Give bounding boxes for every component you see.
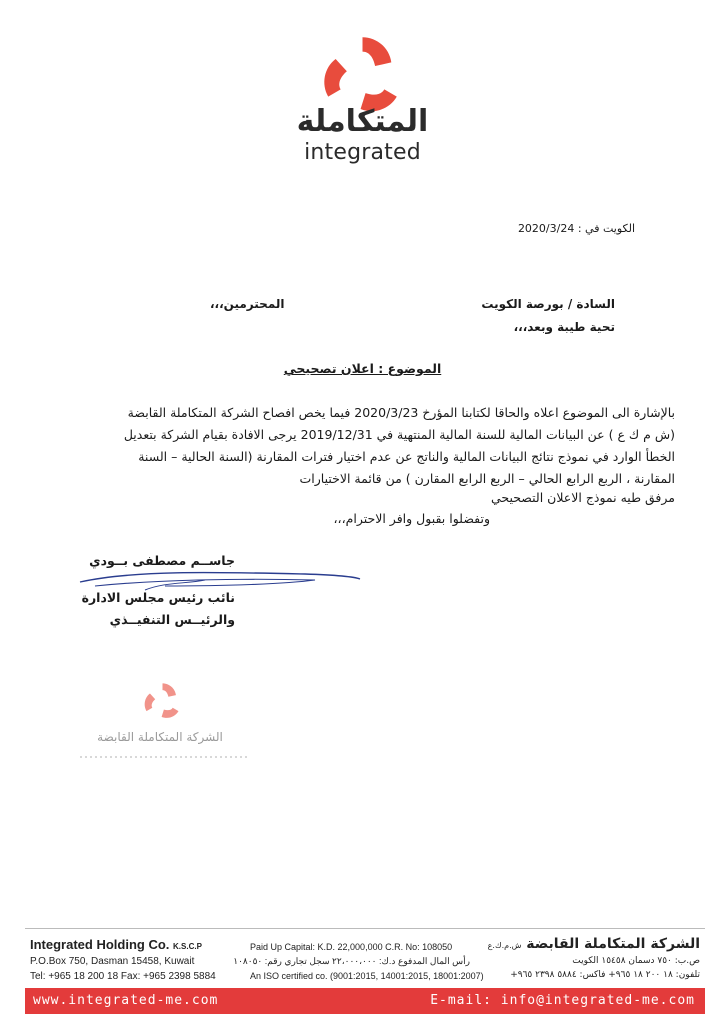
body-line: (ش م ك ع ) عن البيانات المالية للسنة المالية المنتهية في 2019/12/31 يرجى الافادة بقيام الشركة بتعديل	[123, 427, 675, 442]
letter-date: الكويت في : 2020/3/24	[517, 222, 635, 235]
po-box-ar: ص.ب: ٧٥٠ دسمان ١٥٤٥٨ الكويت	[572, 956, 700, 966]
email-link[interactable]: E-mail: info@integrated-me.com	[430, 993, 695, 1008]
stamp-dotted-line	[80, 752, 250, 762]
paid-up-capital-en: Paid Up Capital: K.D. 22,000,000 C.R. No: 108050	[250, 942, 453, 952]
stamp-logo-icon	[140, 680, 185, 722]
letter-subject	[0, 361, 725, 376]
footer-english-block	[30, 937, 240, 982]
logo-english-name: integrated	[304, 140, 421, 165]
footer-middle-block	[233, 938, 484, 981]
company-name-en-suffix: K.S.C.P	[173, 942, 202, 951]
website-link[interactable]: www.integrated-me.com	[33, 993, 219, 1008]
company-name-en	[30, 937, 240, 952]
letter-greeting: تحية طيبة وبعد،،،	[513, 320, 615, 334]
iso-certification: An ISO certified co. (9001:2015, 14001:2015, 18001:2007)	[250, 971, 484, 981]
body-line: الخطأ الوارد في نموذج نتائج البيانات المالية والناتج عن عدم اختيار فترات المقارنة (السنة الحالية – السنة	[138, 449, 675, 464]
subject-text: الموضوع : اعلان تصحيحي	[283, 361, 442, 376]
body-line: المقارنة ، الربع الرابع الحالي – الربع الرابع المقارن ) من قائمة الاختيارات	[299, 471, 675, 486]
company-name-ar	[485, 936, 700, 952]
signatory-title-line1: نائب رئيس مجلس الادارة	[81, 590, 235, 605]
letter-body	[50, 402, 675, 490]
letter-closing: وتفضلوا بقبول وافر الاحترام،،،	[333, 511, 490, 526]
signatory-title-line2: والرئيــس التنفيــذي	[109, 612, 235, 627]
po-box-en: P.O.Box 750, Dasman 15458, Kuwait	[30, 956, 195, 967]
company-name-en-text: Integrated Holding Co.	[30, 937, 170, 952]
letter-recipient: السادة / بورصة الكويت	[481, 297, 615, 311]
signatory-name: جاســم مصطفى بــودي	[89, 553, 235, 568]
body-line: بالإشارة الى الموضوع اعلاه والحاقا لكتابنا المؤرخ 2020/3/23 فيما يخص افصاح الشركة المتكاملة القابضة	[127, 405, 675, 420]
logo-arabic-name: المتكاملة	[296, 104, 429, 139]
phone-fax-en: Tel: +965 18 200 18 Fax: +965 2398 5884	[30, 971, 216, 982]
footer-contact-bar	[25, 988, 705, 1014]
letter-respected: المحترمين،،،	[210, 297, 285, 311]
company-name-ar-text: الشركة المتكاملة القابضة	[526, 936, 700, 952]
company-stamp-text: الشركة المتكاملة القابضة	[97, 730, 223, 744]
footer-divider	[25, 928, 705, 929]
paid-up-capital-ar: رأس المال المدفوع د.ك: ٢٢،٠٠٠،٠٠٠ سجل تجاري رقم: ١٠٨٠٥٠	[233, 956, 470, 966]
phone-fax-ar: تلفون: ١٨ ٢٠٠ ١٨ ٩٦٥+ فاكس: ٥٨٨٤ ٢٣٩٨ ٩٦٥+	[510, 970, 700, 980]
footer-arabic-block	[485, 936, 700, 980]
company-name-ar-suffix: ش.م.ك.ع	[487, 941, 522, 950]
letter-attachment: مرفق طيه نموذج الاعلان التصحيحي	[490, 490, 675, 505]
